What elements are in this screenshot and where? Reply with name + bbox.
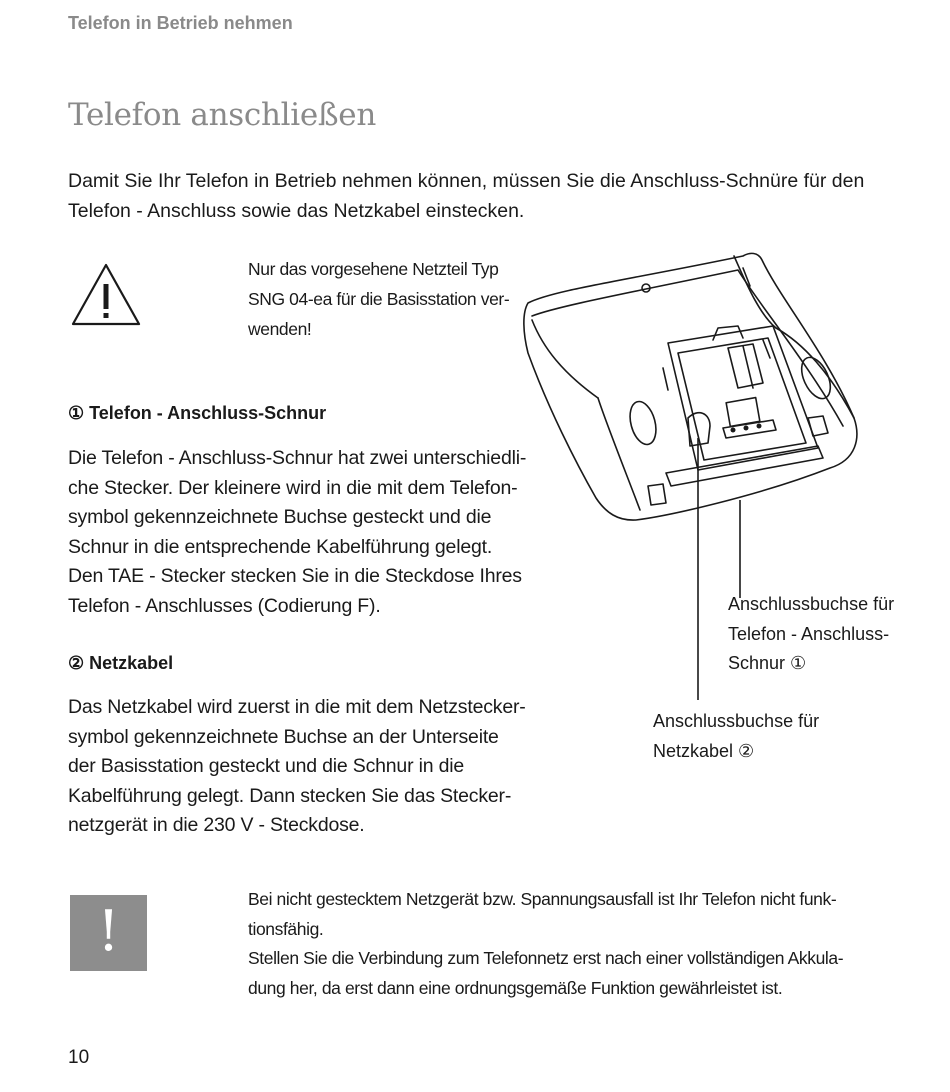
section2-body [68, 693, 528, 841]
warning-triangle-icon [70, 262, 142, 328]
section1-line: Telefon - Anschlusses (Codierung F). [68, 594, 381, 617]
callout-phone-socket [728, 590, 894, 679]
running-header: Telefon in Betrieb nehmen [68, 13, 293, 33]
section1-line: Schnur in die entsprechende Kabelführung gelegt. [68, 535, 493, 558]
section2-heading: ② Netzkabel [68, 653, 174, 673]
section2-line: symbol gekennzeichnete Buchse an der Unterseite [68, 725, 499, 748]
section1-line: che Stecker. Der kleinere wird in die mit dem Telefon- [68, 476, 518, 499]
callout-line: Telefon - Anschluss- [728, 623, 890, 644]
callout-line: Anschlussbuchse für [728, 594, 895, 614]
exclamation-icon: ! [70, 895, 147, 971]
warning-text [248, 254, 523, 344]
section2-line: netzgerät in die 230 V - Steckdose. [68, 814, 365, 836]
section1-body [68, 444, 528, 621]
section1-heading: ① Telefon - Anschluss-Schnur [68, 403, 327, 423]
note-line: Stellen Sie die Verbindung zum Telefonnetz erst nach einer vollständigen Akkula- [248, 948, 844, 968]
callout-line: Anschlussbuchse für [653, 711, 820, 731]
warning-line: SNG 04-ea für die Basisstation ver- [248, 289, 510, 309]
note-line: Bei nicht gestecktem Netzgerät bzw. Spannungsausfall ist Ihr Telefon nicht funk- [248, 889, 837, 909]
callout-line: Schnur ① [728, 653, 807, 673]
section1-line: symbol gekennzeichnete Buchse gesteckt und die [68, 506, 492, 528]
page-title: Telefon anschließen [68, 97, 377, 133]
section2-line: Das Netzkabel wird zuerst in die mit dem Netzstecker- [68, 696, 526, 718]
note-text [248, 885, 888, 1003]
section1-line: Die Telefon - Anschluss-Schnur hat zwei unterschiedli- [68, 447, 527, 469]
callout-power-socket [653, 707, 819, 766]
note-line: dung her, da erst dann eine ordnungsgemäße Funktion gewährleistet ist. [248, 977, 783, 998]
intro-paragraph: Damit Sie Ihr Telefon in Betrieb nehmen können, müssen Sie die Anschluss-Schnüre für den Telefon - Anschluss sowie das Netzkabel einstecken. [68, 170, 865, 222]
warning-line: Nur das vorgesehene Netzteil Typ [248, 259, 499, 279]
page-number: 10 [68, 1047, 90, 1068]
callout-line: Netzkabel ② [653, 740, 755, 761]
section2-line: der Basisstation gesteckt und die Schnur in die [68, 755, 465, 777]
note-line: tionsfähig. [248, 918, 324, 939]
section2-line: Kabelführung gelegt. Dann stecken Sie das Stecker- [68, 784, 512, 807]
section1-line: Den TAE - Stecker stecken Sie in die Steckdose Ihres [68, 565, 522, 587]
warning-line: wenden! [248, 319, 312, 339]
